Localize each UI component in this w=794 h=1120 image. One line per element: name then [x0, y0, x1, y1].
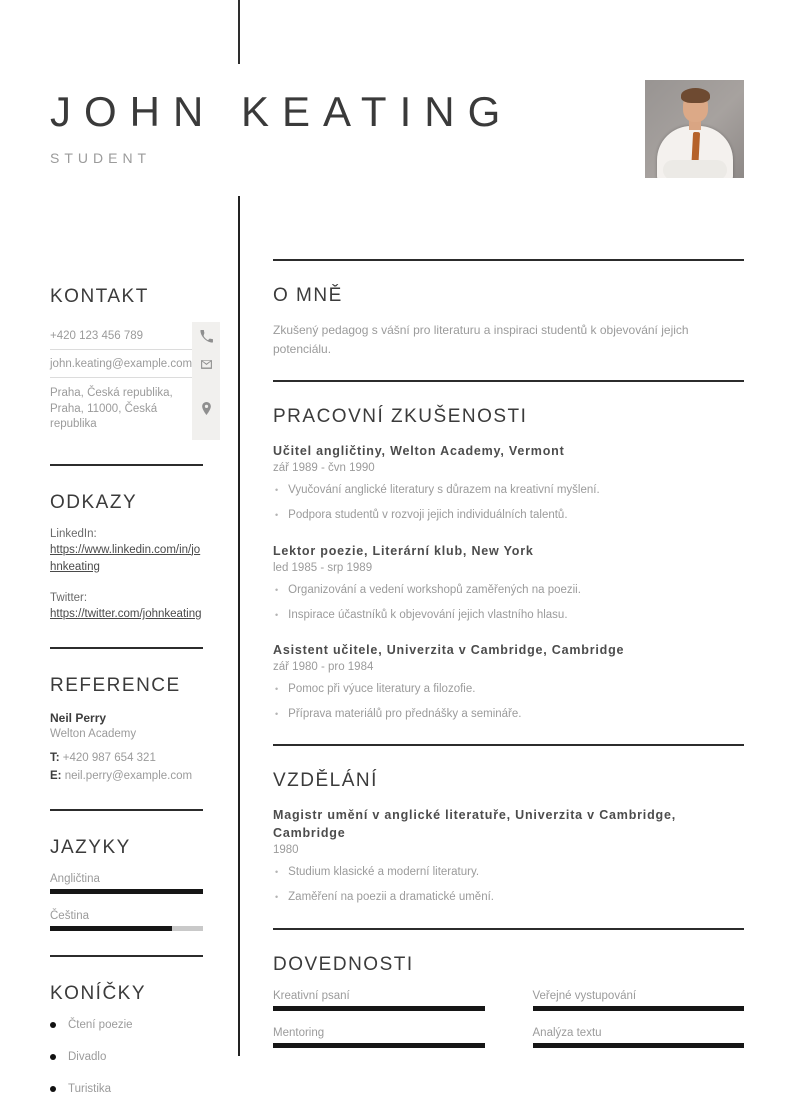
main-divider [273, 259, 744, 261]
skill-name: Veřejné vystupování [532, 989, 637, 1002]
phone-icon [192, 322, 220, 350]
sidebar-divider [50, 809, 203, 811]
job-dates: led 1985 - srp 1989 [273, 561, 373, 574]
contact-email: john.keating@example.com [50, 350, 192, 378]
linkedin-link[interactable]: https://www.linkedin.com/in/johnkeating [50, 543, 201, 573]
job-entry [273, 442, 744, 523]
language-name: Čeština [50, 909, 89, 922]
experience-heading: PRACOVNÍ ZKUŠENOSTI [273, 406, 528, 428]
skill-bar-fill [533, 1006, 745, 1011]
skill-bar-track [273, 1006, 485, 1011]
reference-name: Neil Perry [50, 711, 107, 726]
education-bullet: • Zaměření na poezii a dramatické umění. [273, 889, 744, 905]
link-label: Twitter: [50, 592, 88, 605]
job-bullet: • Podpora studentů v rozvoji jejich individuálních talentů. [273, 507, 744, 523]
person-name: JOHN KEATING [50, 88, 514, 135]
twitter-link[interactable]: https://twitter.com/johnkeating [50, 608, 202, 621]
photo-hair [681, 88, 710, 103]
photo-crossed-arms [663, 160, 727, 178]
sidebar [50, 286, 203, 1115]
top-vertical-divider [238, 0, 240, 64]
skill-bar-fill [533, 1043, 745, 1048]
main-column [273, 259, 744, 1048]
skill-item [273, 990, 485, 1011]
main-divider [273, 928, 744, 930]
reference-heading: REFERENCE [50, 675, 181, 697]
link-item-twitter [50, 592, 203, 623]
main-divider [273, 744, 744, 746]
language-bar-track [50, 926, 203, 931]
job-bullet: • Pomoc při výuce literatury a filozofie. [273, 681, 744, 697]
links-heading: ODKAZY [50, 491, 138, 513]
skill-bar-fill [273, 1043, 485, 1048]
skills-grid [273, 990, 744, 1048]
education-bullet: • Studium klasické a moderní literatury. [273, 864, 744, 880]
profile-photo [645, 80, 744, 178]
hobby-item: Divadlo [50, 1051, 203, 1063]
language-bar-fill [50, 926, 172, 931]
degree-dates: 1980 [273, 844, 299, 857]
degree-title: Magistr umění v anglické literatuře, Univerzita v Cambridge, Cambridge [273, 808, 676, 841]
contact-address-line2: Praha, 11000, Česká republika [50, 402, 158, 431]
reference-phone-label: T: [50, 752, 60, 765]
job-dates: zář 1989 - čvn 1990 [273, 462, 375, 475]
location-pin-icon [192, 378, 220, 440]
link-item-linkedin [50, 528, 203, 577]
reference-email-value: neil.perry@example.com [64, 769, 193, 782]
about-heading: O MNĚ [273, 285, 343, 306]
job-entry [273, 641, 744, 722]
job-title: Lektor poezie, Literární klub, New York [273, 543, 534, 558]
skill-bar-track [533, 1043, 745, 1048]
link-label: LinkedIn: [50, 527, 97, 540]
languages-heading: JAZYKY [50, 836, 131, 858]
about-text: Zkušený pedagog s vášní pro literaturu a inspiraci studentů k objevování jejich potenciálu. [273, 323, 689, 356]
job-bullet: • Inspirace účastníků k objevování jejich vlastního hlasu. [273, 607, 744, 623]
sidebar-divider [50, 955, 203, 957]
job-entry [273, 542, 744, 623]
job-bullet: • Vyučování anglické literatury s důrazem na kreativní myšlení. [273, 482, 744, 498]
main-divider [273, 380, 744, 382]
skill-item [533, 990, 745, 1011]
reference-phone-value: +420 987 654 321 [62, 752, 156, 765]
skill-name: Analýza textu [532, 1026, 602, 1039]
language-item [50, 910, 203, 931]
education-heading: VZDĚLÁNÍ [273, 770, 378, 792]
reference-email-label: E: [50, 769, 62, 782]
contact-address-line1: Praha, Česká republika, [50, 387, 173, 399]
skill-bar-track [273, 1043, 485, 1048]
skill-name: Kreativní psaní [273, 989, 350, 1002]
contact-phone: +420 123 456 789 [50, 322, 192, 350]
skill-bar-fill [273, 1006, 485, 1011]
reference-email [50, 768, 203, 785]
sidebar-divider [50, 464, 203, 466]
reference-organization: Welton Academy [50, 728, 137, 741]
person-role: STUDENT [50, 150, 152, 166]
skill-name: Mentoring [273, 1026, 325, 1039]
language-bar-fill [50, 889, 203, 894]
hobby-item: Turistika [50, 1083, 203, 1095]
language-item [50, 873, 203, 894]
contact-list [50, 322, 203, 440]
language-bar-track [50, 889, 203, 894]
skill-bar-track [533, 1006, 745, 1011]
contact-heading: KONTAKT [50, 286, 149, 307]
contact-address [50, 378, 192, 440]
reference-phone [50, 750, 203, 767]
language-name: Angličtina [50, 872, 100, 885]
column-vertical-divider [238, 196, 240, 1056]
skill-item [533, 1027, 745, 1048]
job-title: Asistent učitele, Univerzita v Cambridge, Cambridge [273, 642, 625, 657]
hobbies-heading: KONÍČKY [50, 982, 147, 1004]
envelope-icon [192, 350, 220, 378]
hobby-item: Čtení poezie [50, 1019, 203, 1031]
job-title: Učitel angličtiny, Welton Academy, Vermont [273, 444, 565, 459]
job-dates: zář 1980 - pro 1984 [273, 660, 374, 673]
job-bullet: • Příprava materiálů pro přednášky a semináře. [273, 706, 744, 722]
skill-item [273, 1027, 485, 1048]
header [50, 88, 513, 166]
skills-heading: DOVEDNOSTI [273, 953, 414, 975]
education-entry [273, 806, 744, 905]
sidebar-divider [50, 647, 203, 649]
job-bullet: • Organizování a vedení workshopů zaměřených na poezii. [273, 582, 744, 598]
